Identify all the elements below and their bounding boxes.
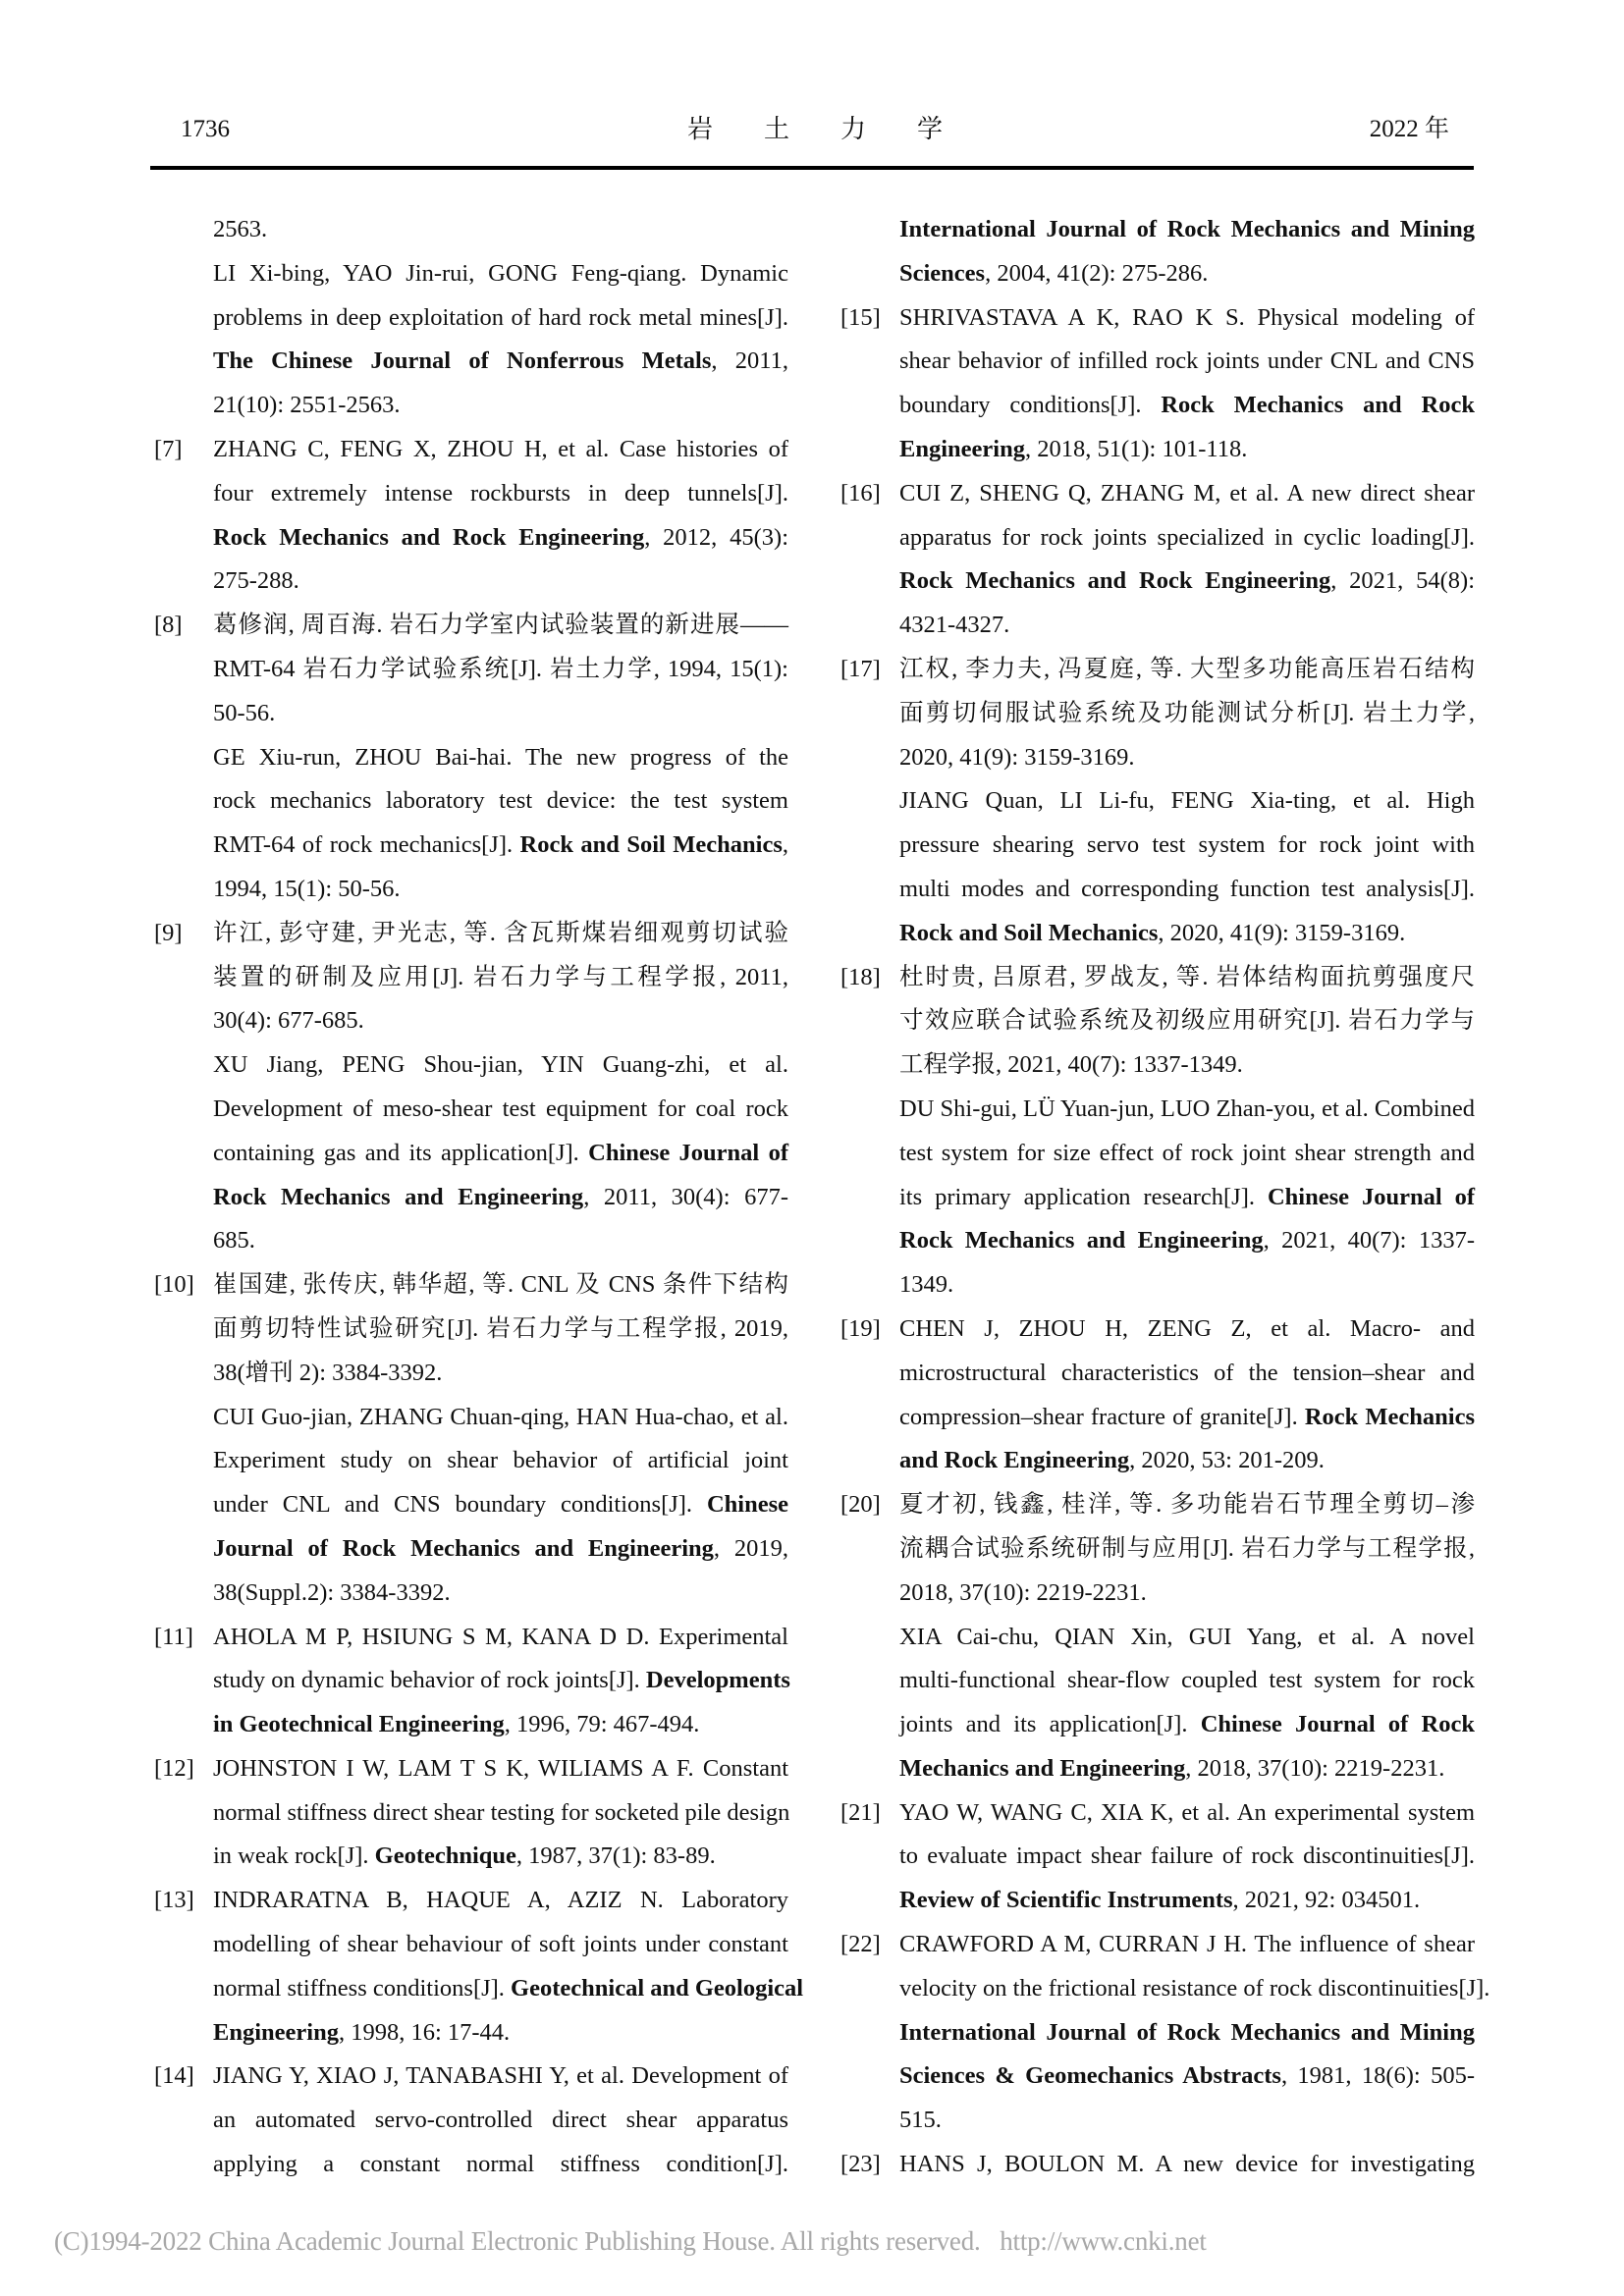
- reference-text: , 2004, 41(2): 275-286.: [985, 259, 1209, 287]
- copyright-footer: [54, 2226, 1207, 2257]
- reference-number: [12]: [154, 1754, 194, 1782]
- reference-text: , 2021, 92: 034501.: [1232, 1887, 1421, 1914]
- reference-line: [213, 384, 788, 428]
- reference-text: apparatus for rock joints specialized in cyclic loading[J].: [899, 523, 1475, 551]
- journal-name: and Rock Engineering: [899, 1447, 1130, 1474]
- reference-text: GE Xiu-run, ZHOU Bai-hai. The new progress of the: [213, 743, 788, 771]
- reference-line: [213, 1396, 788, 1440]
- reference-line: [899, 1483, 1475, 1527]
- reference-line: [213, 1703, 788, 1747]
- reference-line: [899, 1219, 1475, 1263]
- journal-name: Journal of Rock Mechanics and Engineering: [213, 1534, 714, 1562]
- journal-name: Rock Mechanics and Rock Engineering: [899, 567, 1331, 595]
- reference-text: , 1996, 79: 467-494.: [504, 1711, 700, 1738]
- reference-text: multi modes and corresponding function test analysis[J].: [899, 875, 1475, 902]
- reference-line: [899, 999, 1475, 1043]
- journal-title-char: 学: [916, 115, 943, 143]
- reference-line: [899, 252, 1475, 296]
- reference-text: 2020, 41(9): 3159-3169.: [899, 743, 1135, 771]
- reference-text: , 2021, 54(8):: [1330, 567, 1476, 595]
- reference-line: [213, 1659, 788, 1703]
- reference-line: [213, 1439, 788, 1483]
- reference-line: [213, 999, 788, 1043]
- reference-text: HANS J, BOULON M. A new device for investigating: [899, 2151, 1475, 2178]
- reference-entry: [840, 296, 1479, 472]
- reference-line: [213, 340, 788, 384]
- reference-line: [213, 208, 788, 252]
- reference-entry: [840, 648, 1479, 956]
- reference-text: , 2018, 51(1): 101-118.: [1024, 435, 1248, 462]
- reference-text: under CNL and CNS boundary conditions[J].: [213, 1491, 707, 1519]
- reference-text: 1994, 15(1): 50-56.: [213, 875, 401, 902]
- reference-line: [899, 1396, 1475, 1440]
- reference-text: , 2012, 45(3):: [644, 523, 789, 551]
- reference-text: , 2019,: [713, 1534, 788, 1562]
- reference-text: applying a constant normal stiffness condition[J].: [213, 2151, 788, 2178]
- reference-line: [213, 1263, 788, 1308]
- copyright-text: (C)1994-2022 China Academic Journal Electronic Publishing House. All rights reserved.: [54, 2226, 981, 2256]
- reference-text: pressure shearing servo test system for rock joint with: [899, 831, 1475, 859]
- reference-line: [899, 1967, 1490, 2011]
- reference-text: modelling of shear behaviour of soft joints under constant: [213, 1931, 788, 1958]
- reference-text: 2563.: [213, 216, 268, 242]
- journal-name: Review of Scientific Instruments: [899, 1887, 1233, 1914]
- reference-line: [213, 1483, 788, 1527]
- reference-number: [11]: [154, 1623, 193, 1650]
- reference-text: normal stiffness direct shear testing for socketed pile design: [213, 1798, 790, 1826]
- reference-column-right: [840, 208, 1490, 2187]
- reference-line: [899, 736, 1475, 780]
- reference-line: [899, 824, 1475, 868]
- journal-title-char: 土: [763, 115, 789, 143]
- reference-line: [213, 1527, 788, 1572]
- reference-line: [899, 1308, 1475, 1352]
- reference-line: [213, 1616, 788, 1660]
- reference-text: 30(4): 677-685.: [213, 1007, 364, 1035]
- reference-text: 1349.: [899, 1271, 954, 1299]
- reference-line: [899, 428, 1475, 472]
- reference-line: [899, 868, 1475, 912]
- reference-text: XU Jiang, PENG Shou-jian, YIN Guang-zhi, et al.: [213, 1051, 788, 1079]
- reference-line: [213, 1967, 804, 2011]
- reference-line: [213, 868, 788, 912]
- journal-name: Chinese Journal of: [588, 1139, 788, 1166]
- reference-line: [213, 2099, 788, 2143]
- reference-line: [213, 2143, 788, 2187]
- reference-line: [213, 604, 788, 648]
- reference-text: 许江, 彭守建, 尹光志, 等. 含瓦斯煤岩细观剪切试验: [213, 919, 788, 946]
- reference-text: 葛修润, 周百海. 岩石力学室内试验装置的新进展——: [213, 612, 788, 639]
- reference-line: [899, 2011, 1475, 2056]
- journal-title-char: 力: [839, 115, 866, 143]
- reference-number: [16]: [840, 479, 881, 507]
- reference-text: problems in deep exploitation of hard rock metal mines[J].: [213, 303, 788, 331]
- reference-text: velocity on the frictional resistance of rock discontinuities[J].: [899, 1974, 1490, 2002]
- reference-line: [213, 1791, 788, 1836]
- reference-number: [18]: [840, 963, 881, 990]
- journal-name: Engineering: [899, 435, 1025, 462]
- reference-text: containing gas and its application[J].: [213, 1139, 589, 1166]
- reference-line: [213, 1352, 788, 1396]
- reference-number: [23]: [840, 2151, 881, 2178]
- reference-column-left: [154, 208, 804, 2187]
- reference-entry: [154, 1263, 792, 1615]
- reference-line: [213, 1043, 788, 1088]
- reference-line: [213, 1088, 788, 1132]
- reference-text: JIANG Quan, LI Li-fu, FENG Xia-ting, et al. High: [899, 787, 1475, 815]
- reference-text: in weak rock[J].: [213, 1842, 375, 1870]
- journal-name: Sciences & Geomechanics Abstracts: [899, 2062, 1281, 2090]
- reference-entry: [154, 208, 792, 428]
- reference-text: compression–shear fracture of granite[J].: [899, 1403, 1305, 1430]
- reference-text: , 2020, 53: 201-209.: [1129, 1447, 1325, 1474]
- reference-entry: [840, 1483, 1479, 1791]
- reference-line: [899, 516, 1475, 561]
- reference-line: [899, 296, 1475, 341]
- reference-text: XIA Cai-chu, QIAN Xin, GUI Yang, et al. A novel: [899, 1623, 1475, 1650]
- reference-entry: [840, 472, 1479, 648]
- journal-name: The Chinese Journal of Nonferrous Metals: [213, 347, 712, 375]
- journal-name: Chinese Journal of Rock: [1200, 1711, 1475, 1738]
- reference-text: , 2018, 37(10): 2219-2231.: [1185, 1754, 1445, 1782]
- reference-line: [213, 428, 788, 472]
- reference-text: 崔国建, 张传庆, 韩华超, 等. CNL 及 CNS 条件下结构: [213, 1271, 788, 1299]
- reference-line: [213, 560, 788, 604]
- reference-line: [899, 1923, 1475, 1967]
- reference-text: an automated servo-controlled direct shear apparatus: [213, 2107, 788, 2134]
- reference-line: [899, 472, 1475, 516]
- reference-text: CHEN J, ZHOU H, ZENG Z, et al. Macro- and: [899, 1314, 1475, 1342]
- reference-text: YAO W, WANG C, XIA K, et al. An experimental system: [899, 1798, 1475, 1826]
- reference-text: , 2011, 30(4): 677-: [583, 1183, 788, 1210]
- journal-name: Developments: [645, 1667, 790, 1694]
- journal-name: Rock Mechanics and Rock Engineering: [213, 523, 645, 551]
- reference-number: [19]: [840, 1314, 881, 1342]
- reference-text: , 2020, 41(9): 3159-3169.: [1158, 919, 1406, 946]
- reference-text: to evaluate impact shear failure of rock discontinuities[J].: [899, 1842, 1475, 1870]
- reference-line: [213, 824, 788, 868]
- reference-line: [899, 1439, 1475, 1483]
- reference-entry: [154, 912, 792, 1263]
- reference-line: [213, 736, 788, 780]
- reference-line: [899, 1616, 1475, 1660]
- reference-text: 685.: [213, 1227, 255, 1255]
- reference-text: 江权, 李力夫, 冯夏庭, 等. 大型多功能高压岩石结构: [899, 655, 1475, 682]
- reference-number: [21]: [840, 1798, 881, 1826]
- reference-line: [213, 516, 788, 561]
- reference-line: [899, 648, 1475, 692]
- reference-entry: [154, 428, 792, 604]
- reference-text: AHOLA M P, HSIUNG S M, KANA D D. Experimental: [213, 1623, 788, 1650]
- journal-name: Rock Mechanics: [1304, 1403, 1475, 1430]
- journal-name: Chinese Journal of: [1267, 1183, 1475, 1210]
- reference-line: [899, 1088, 1475, 1132]
- reference-text: CUI Z, SHENG Q, ZHANG M, et al. A new direct shear: [899, 479, 1475, 507]
- reference-line: [899, 384, 1475, 428]
- reference-line: [899, 340, 1475, 384]
- reference-text: LI Xi-bing, YAO Jin-rui, GONG Feng-qiang. Dynamic: [213, 259, 788, 287]
- reference-number: [20]: [840, 1491, 881, 1519]
- reference-line: [213, 1176, 788, 1220]
- reference-line: [899, 604, 1475, 648]
- reference-line: [899, 692, 1475, 736]
- reference-text: 装置的研制及应用[J]. 岩石力学与工程学报, 2011,: [213, 963, 788, 990]
- reference-text: CUI Guo-jian, ZHANG Chuan-qing, HAN Hua-chao, et al.: [213, 1403, 788, 1430]
- reference-number: [13]: [154, 1887, 194, 1914]
- reference-entry: [154, 1616, 792, 1747]
- reference-line: [213, 2011, 788, 2056]
- journal-name: Geotechnical and Geological: [511, 1974, 804, 2002]
- reference-number: [7]: [154, 435, 183, 462]
- reference-text: study on dynamic behavior of rock joints[J].: [213, 1667, 646, 1694]
- reference-line: [899, 1043, 1475, 1088]
- reference-text: CRAWFORD A M, CURRAN J H. The influence of shear: [899, 1931, 1475, 1958]
- cnki-url[interactable]: http://www.cnki.net: [1000, 2226, 1207, 2256]
- reference-text: 杜时贵, 吕原君, 罗战友, 等. 岩体结构面抗剪强度尺: [899, 963, 1475, 990]
- reference-text: 275-288.: [213, 567, 299, 595]
- reference-line: [213, 912, 788, 956]
- reference-text: Experiment study on shear behavior of artificial joint: [213, 1447, 788, 1474]
- reference-line: [213, 2055, 788, 2099]
- reference-line: [899, 1352, 1475, 1396]
- reference-entry: [840, 1791, 1479, 1923]
- reference-text: , 1987, 37(1): 83-89.: [515, 1842, 716, 1870]
- reference-text: DU Shi-gui, LÜ Yuan-jun, LUO Zhan-you, et al. Combined: [899, 1095, 1475, 1122]
- reference-line: [213, 1835, 788, 1879]
- journal-name: Mechanics and Engineering: [899, 1754, 1186, 1782]
- reference-number: [9]: [154, 919, 183, 946]
- reference-line: [899, 2143, 1475, 2187]
- reference-line: [899, 1703, 1475, 1747]
- reference-text: JOHNSTON I W, LAM T S K, WILIAMS A F. Constant: [213, 1754, 788, 1782]
- reference-number: [10]: [154, 1271, 194, 1299]
- reference-line: [899, 1659, 1475, 1703]
- journal-title-char: 岩: [687, 115, 714, 143]
- reference-line: [899, 1572, 1475, 1616]
- reference-text: , 1981, 18(6): 505-: [1280, 2062, 1475, 2090]
- reference-text: RMT-64 岩石力学试验系统[J]. 岩土力学, 1994, 15(1):: [213, 655, 788, 682]
- journal-name: Engineering: [213, 2018, 339, 2046]
- reference-text: JIANG Y, XIAO J, TANABASHI Y, et al. Development of: [213, 2062, 788, 2090]
- reference-line: [899, 1747, 1475, 1791]
- reference-line: [213, 1572, 788, 1616]
- reference-text: test system for size effect of rock joint shear strength and: [899, 1139, 1475, 1166]
- reference-text: multi-functional shear-flow coupled test system for rock: [899, 1667, 1475, 1694]
- reference-text: RMT-64 of rock mechanics[J].: [213, 831, 520, 859]
- reference-line: [899, 1879, 1475, 1923]
- journal-name: International Journal of Rock Mechanics and Mining: [899, 216, 1475, 242]
- journal-name: International Journal of Rock Mechanics and Mining: [899, 2018, 1475, 2046]
- reference-line: [899, 779, 1475, 824]
- journal-name: Sciences: [899, 259, 986, 287]
- reference-number: [17]: [840, 655, 881, 682]
- reference-text: 4321-4327.: [899, 612, 1010, 639]
- reference-text: INDRARATNA B, HAQUE A, AZIZ N. Laboratory: [213, 1887, 788, 1914]
- reference-text: boundary conditions[J].: [899, 392, 1162, 419]
- reference-line: [213, 956, 788, 1000]
- reference-text: ZHANG C, FENG X, ZHOU H, et al. Case histories of: [213, 435, 788, 462]
- reference-line: [899, 560, 1475, 604]
- reference-text: 寸效应联合试验系统及初级应用研究[J]. 岩石力学与: [899, 1007, 1475, 1035]
- reference-text: 面剪切伺服试验系统及功能测试分析[J]. 岩土力学,: [899, 699, 1475, 726]
- reference-text: 38(增刊 2): 3384-3392.: [213, 1359, 443, 1386]
- journal-name: Rock Mechanics and Engineering: [213, 1183, 584, 1210]
- reference-text: Development of meso-shear test equipment for coal rock: [213, 1095, 788, 1122]
- reference-text: joints and its application[J].: [899, 1711, 1201, 1738]
- reference-text: 50-56.: [213, 699, 276, 726]
- reference-text: , 2021, 40(7): 1337-: [1263, 1227, 1475, 1255]
- reference-text: shear behavior of infilled rock joints under CNL and CNS: [899, 347, 1475, 375]
- reference-text: 2018, 37(10): 2219-2231.: [899, 1578, 1147, 1606]
- reference-number: [14]: [154, 2062, 194, 2090]
- reference-line: [899, 912, 1475, 956]
- reference-text: four extremely intense rockbursts in deep tunnels[J].: [213, 479, 788, 507]
- reference-number: [15]: [840, 303, 881, 331]
- reference-text: 面剪切特性试验研究[J]. 岩石力学与工程学报, 2019,: [213, 1314, 788, 1342]
- reference-text: 38(Suppl.2): 3384-3392.: [213, 1578, 451, 1606]
- reference-line: [213, 1747, 788, 1791]
- journal-name: in Geotechnical Engineering: [213, 1711, 505, 1738]
- reference-entry: [154, 604, 792, 912]
- reference-line: [899, 1791, 1475, 1836]
- reference-line: [213, 648, 788, 692]
- journal-name: Rock and Soil Mechanics: [899, 919, 1159, 946]
- reference-text: , 2011,: [711, 347, 788, 375]
- reference-entry: [154, 1747, 792, 1879]
- journal-title: [687, 114, 943, 145]
- reference-text: SHRIVASTAVA A K, RAO K S. Physical modeling of: [899, 303, 1475, 331]
- reference-entry: [154, 1879, 804, 2055]
- reference-line: [899, 208, 1475, 252]
- reference-text: , 1998, 16: 17-44.: [338, 2018, 511, 2046]
- reference-line: [213, 1308, 788, 1352]
- reference-text: ,: [782, 831, 788, 859]
- reference-text: rock mechanics laboratory test device: the test system: [213, 787, 788, 815]
- page-number: 1736: [181, 116, 230, 142]
- reference-entry: [840, 1308, 1479, 1483]
- reference-line: [213, 779, 788, 824]
- reference-text: 21(10): 2551-2563.: [213, 392, 401, 419]
- reference-line: [213, 1132, 788, 1176]
- reference-line: [899, 2099, 1475, 2143]
- reference-line: [899, 956, 1475, 1000]
- reference-line: [899, 1835, 1475, 1879]
- reference-entry: [840, 208, 1479, 296]
- reference-line: [213, 252, 788, 296]
- reference-number: [22]: [840, 1931, 881, 1958]
- reference-text: 工程学报, 2021, 40(7): 1337-1349.: [899, 1051, 1243, 1079]
- reference-text: 流耦合试验系统研制与应用[J]. 岩石力学与工程学报,: [899, 1534, 1475, 1562]
- reference-entry: [154, 2055, 792, 2186]
- reference-text: 夏才初, 钱鑫, 桂洋, 等. 多功能岩石节理全剪切–渗: [899, 1491, 1475, 1519]
- reference-line: [213, 1219, 788, 1263]
- reference-line: [899, 1527, 1475, 1572]
- reference-line: [213, 692, 788, 736]
- journal-name: Rock Mechanics and Engineering: [899, 1227, 1264, 1255]
- reference-entry: [840, 2143, 1479, 2187]
- reference-line: [213, 296, 788, 341]
- reference-line: [899, 2055, 1475, 2099]
- journal-name: Rock and Soil Mechanics: [519, 831, 783, 859]
- reference-text: its primary application research[J].: [899, 1183, 1268, 1210]
- reference-line: [213, 1923, 788, 1967]
- reference-text: 515.: [899, 2107, 942, 2134]
- header-rule: [150, 166, 1474, 170]
- journal-name: Rock Mechanics and Rock: [1161, 392, 1475, 419]
- reference-entry: [840, 1923, 1490, 2143]
- journal-name: Chinese: [706, 1491, 788, 1519]
- reference-text: normal stiffness conditions[J].: [213, 1974, 512, 2002]
- reference-line: [899, 1176, 1475, 1220]
- reference-line: [899, 1263, 1475, 1308]
- reference-line: [213, 1879, 788, 1923]
- reference-line: [899, 1132, 1475, 1176]
- reference-text: microstructural characteristics of the tension–shear and: [899, 1359, 1475, 1386]
- reference-line: [213, 472, 788, 516]
- reference-entry: [840, 956, 1479, 1308]
- reference-number: [8]: [154, 612, 183, 639]
- journal-name: Geotechnique: [374, 1842, 516, 1870]
- publication-year: 2022 年: [1369, 116, 1449, 142]
